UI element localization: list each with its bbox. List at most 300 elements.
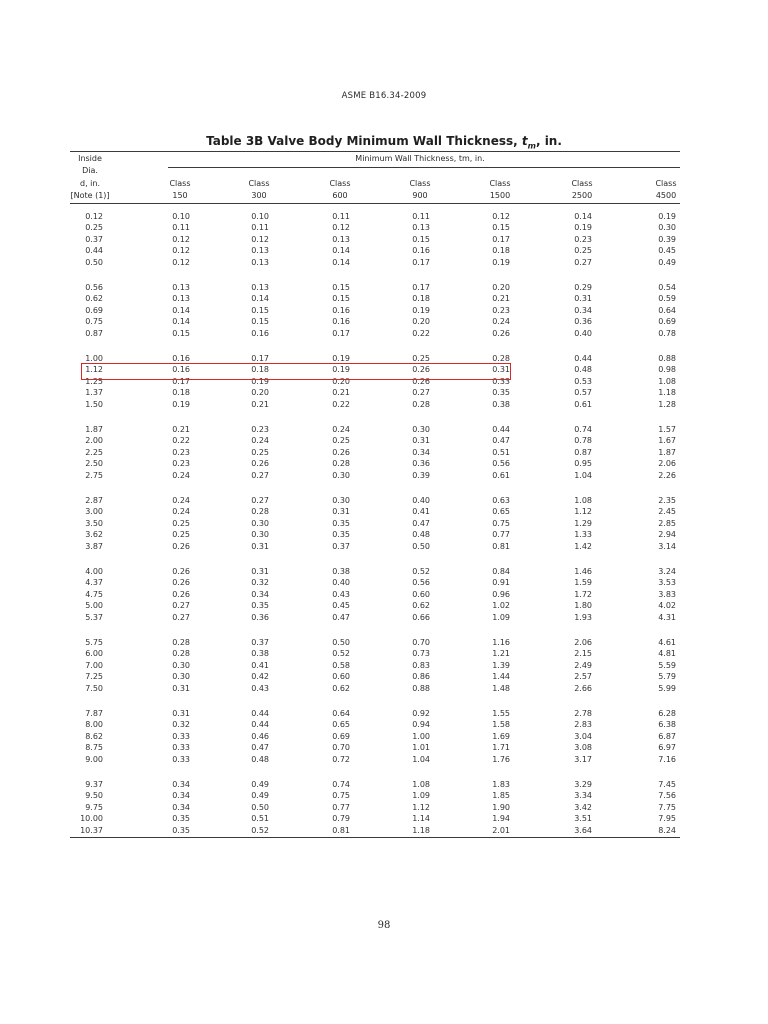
thickness-cell: 0.83 [412, 660, 430, 670]
thickness-cell: 0.30 [251, 518, 269, 528]
thickness-cell: 0.27 [172, 612, 190, 622]
thickness-cell: 2.45 [658, 507, 676, 517]
thickness-cell: 0.56 [492, 459, 510, 469]
thickness-cell: 0.30 [251, 530, 269, 540]
thickness-cell: 5.59 [658, 660, 676, 670]
thickness-cell: 0.16 [332, 305, 350, 315]
inside-dia-line-2: Dia. [82, 166, 98, 175]
thickness-cell: 0.62 [412, 601, 430, 611]
thickness-cell: 1.80 [574, 601, 592, 611]
thickness-cell: 1.39 [492, 660, 510, 670]
thickness-cell: 3.64 [574, 825, 592, 835]
thickness-cell: 1.08 [574, 496, 592, 505]
thickness-cell: 2.01 [492, 825, 510, 835]
thickness-cell: 0.63 [492, 496, 510, 505]
thickness-cell: 0.26 [412, 376, 430, 386]
thickness-cell: 0.81 [332, 825, 350, 835]
thickness-cell: 3.29 [574, 780, 592, 789]
thickness-cell: 0.40 [412, 496, 430, 505]
thickness-cell: 0.11 [172, 223, 190, 233]
thickness-cell: 3.42 [574, 802, 592, 812]
thickness-cell: 2.94 [658, 530, 676, 540]
thickness-cell: 3.08 [574, 743, 592, 753]
thickness-cell: 0.28 [172, 649, 190, 659]
thickness-cell: 0.26 [412, 365, 430, 375]
inside-dia-cell: 7.50 [85, 683, 103, 693]
thickness-cell: 0.22 [172, 436, 190, 446]
thickness-cell: 0.44 [251, 720, 269, 730]
thickness-cell: 0.19 [574, 223, 592, 233]
inside-dia-cell: 2.75 [85, 470, 103, 480]
class-header-900-label: Class [409, 179, 431, 188]
inside-dia-cell: 1.50 [85, 399, 103, 409]
thickness-cell: 0.43 [332, 589, 350, 599]
thickness-cell: 0.14 [574, 212, 592, 221]
thickness-cell: 0.52 [332, 649, 350, 659]
thickness-cell: 0.18 [251, 365, 269, 375]
thickness-cell: 0.51 [251, 814, 269, 824]
thickness-cell: 1.69 [492, 731, 510, 741]
thickness-cell: 0.19 [492, 257, 510, 267]
thickness-cell: 0.17 [332, 328, 350, 338]
inside-dia-cell: 6.00 [85, 649, 103, 659]
thickness-cell: 0.12 [172, 234, 190, 244]
thickness-cell: 1.02 [492, 601, 510, 611]
inside-dia-cell: 2.50 [85, 459, 103, 469]
thickness-cell: 0.98 [658, 365, 676, 375]
thickness-cell: 0.26 [492, 328, 510, 338]
class-header-2500-value: 2500 [571, 191, 593, 200]
thickness-cell: 3.34 [574, 791, 592, 801]
thickness-cell: 0.38 [332, 567, 350, 576]
inside-dia-line-3: d, in. [80, 179, 100, 188]
thickness-cell: 6.28 [658, 709, 676, 718]
thickness-cell: 1.09 [492, 612, 510, 622]
thickness-cell: 0.59 [658, 294, 676, 304]
thickness-cell: 0.37 [332, 541, 350, 551]
class-header-2500-label: Class [571, 179, 593, 188]
thickness-cell: 1.55 [492, 709, 510, 718]
thickness-cell: 0.58 [332, 660, 350, 670]
inside-dia-cell: 0.37 [85, 234, 103, 244]
thickness-cell: 0.25 [412, 354, 430, 363]
thickness-cell: 0.30 [332, 496, 350, 505]
thickness-cell: 1.09 [412, 791, 430, 801]
thickness-cell: 0.19 [332, 354, 350, 363]
thickness-cell: 0.36 [251, 612, 269, 622]
thickness-cell: 0.87 [574, 447, 592, 457]
thickness-cell: 0.15 [251, 317, 269, 327]
thickness-cell: 0.86 [412, 672, 430, 682]
thickness-cell: 0.52 [412, 567, 430, 576]
inside-dia-cell: 5.37 [85, 612, 103, 622]
thickness-cell: 0.31 [332, 507, 350, 517]
thickness-cell: 0.96 [492, 589, 510, 599]
thickness-cell: 0.34 [172, 791, 190, 801]
thickness-cell: 0.15 [332, 283, 350, 292]
thickness-cell: 1.29 [574, 518, 592, 528]
thickness-cell: 0.52 [251, 825, 269, 835]
thickness-cell: 0.78 [574, 436, 592, 446]
thickness-cell: 0.24 [172, 496, 190, 505]
thickness-cell: 4.81 [658, 649, 676, 659]
thickness-cell: 0.12 [172, 257, 190, 267]
thickness-cell: 0.19 [658, 212, 676, 221]
thickness-cell: 1.93 [574, 612, 592, 622]
thickness-cell: 3.51 [574, 814, 592, 824]
thickness-cell: 0.13 [332, 234, 350, 244]
thickness-cell: 0.88 [658, 354, 676, 363]
class-header-150-label: Class [169, 179, 191, 188]
inside-dia-cell: 5.00 [85, 601, 103, 611]
thickness-cell: 0.17 [412, 283, 430, 292]
thickness-cell: 0.31 [251, 541, 269, 551]
thickness-cell: 0.24 [492, 317, 510, 327]
thickness-cell: 0.31 [251, 567, 269, 576]
table-title-prefix: Table 3B Valve Body Minimum Wall Thickness, [206, 134, 522, 148]
thickness-cell: 1.16 [492, 638, 510, 647]
thickness-cell: 0.36 [412, 459, 430, 469]
thickness-cell: 0.22 [412, 328, 430, 338]
thickness-cell: 6.38 [658, 720, 676, 730]
thickness-cell: 0.61 [492, 470, 510, 480]
inside-dia-cell: 1.12 [85, 365, 103, 375]
thickness-cell: 0.10 [172, 212, 190, 221]
thickness-cell: 5.79 [658, 672, 676, 682]
page-number: 98 [377, 920, 391, 931]
thickness-cell: 0.70 [412, 638, 430, 647]
table-title-subscript: m [527, 141, 536, 151]
thickness-cell: 0.27 [251, 496, 269, 505]
thickness-cell: 1.72 [574, 589, 592, 599]
thickness-cell: 1.42 [574, 541, 592, 551]
thickness-cell: 0.40 [574, 328, 592, 338]
thickness-cell: 0.15 [492, 223, 510, 233]
thickness-cell: 0.35 [332, 518, 350, 528]
thickness-cell: 0.20 [492, 283, 510, 292]
thickness-cell: 1.83 [492, 780, 510, 789]
thickness-cell: 5.99 [658, 683, 676, 693]
thickness-cell: 0.21 [492, 294, 510, 304]
thickness-cell: 0.41 [251, 660, 269, 670]
thickness-cell: 0.70 [332, 743, 350, 753]
thickness-cell: 0.11 [251, 223, 269, 233]
thickness-cell: 1.12 [574, 507, 592, 517]
thickness-cell: 0.23 [251, 425, 269, 434]
thickness-cell: 0.44 [492, 425, 510, 434]
thickness-cell: 0.30 [172, 672, 190, 682]
thickness-cell: 0.81 [492, 541, 510, 551]
thickness-cell: 3.04 [574, 731, 592, 741]
thickness-cell: 1.58 [492, 720, 510, 730]
thickness-cell: 1.44 [492, 672, 510, 682]
inside-dia-cell: 0.87 [85, 328, 103, 338]
inside-dia-cell: 0.75 [85, 317, 103, 327]
thickness-cell: 0.20 [412, 317, 430, 327]
inside-dia-cell: 0.56 [85, 283, 103, 292]
thickness-cell: 0.26 [172, 589, 190, 599]
thickness-cell: 0.94 [412, 720, 430, 730]
thickness-cell: 0.69 [332, 731, 350, 741]
inside-dia-cell: 2.25 [85, 447, 103, 457]
thickness-cell: 3.83 [658, 589, 676, 599]
thickness-cell: 0.37 [251, 638, 269, 647]
thickness-cell: 0.10 [251, 212, 269, 221]
thickness-cell: 2.49 [574, 660, 592, 670]
thickness-cell: 0.30 [332, 470, 350, 480]
thickness-cell: 0.15 [172, 328, 190, 338]
thickness-cell: 0.47 [251, 743, 269, 753]
thickness-cell: 0.12 [251, 234, 269, 244]
thickness-cell: 0.77 [492, 530, 510, 540]
thickness-cell: 0.72 [332, 754, 350, 764]
inside-dia-cell: 0.12 [85, 212, 103, 221]
inside-dia-cell: 8.62 [85, 731, 103, 741]
thickness-cell: 0.64 [332, 709, 350, 718]
thickness-cell: 0.60 [332, 672, 350, 682]
thickness-cell: 0.31 [574, 294, 592, 304]
thickness-cell: 0.34 [172, 802, 190, 812]
thickness-cell: 0.24 [172, 507, 190, 517]
thickness-cell: 0.14 [251, 294, 269, 304]
inside-dia-cell: 5.75 [85, 638, 103, 647]
thickness-cell: 0.11 [412, 212, 430, 221]
inside-dia-cell: 3.62 [85, 530, 103, 540]
thickness-cell: 0.50 [251, 802, 269, 812]
thickness-cell: 0.75 [332, 791, 350, 801]
inside-dia-line-1: Inside [78, 154, 102, 163]
thickness-cell: 0.28 [332, 459, 350, 469]
thickness-cell: 0.92 [412, 709, 430, 718]
thickness-cell: 1.28 [658, 399, 676, 409]
thickness-cell: 0.28 [172, 638, 190, 647]
thickness-cell: 0.53 [574, 376, 592, 386]
thickness-cell: 2.83 [574, 720, 592, 730]
thickness-cell: 0.16 [251, 328, 269, 338]
thickness-cell: 4.61 [658, 638, 676, 647]
thickness-cell: 1.59 [574, 578, 592, 588]
thickness-cell: 0.56 [412, 578, 430, 588]
thickness-cell: 1.04 [574, 470, 592, 480]
inside-dia-cell: 9.75 [85, 802, 103, 812]
thickness-cell: 0.13 [172, 294, 190, 304]
thickness-cell: 0.20 [332, 376, 350, 386]
thickness-cell: 6.87 [658, 731, 676, 741]
inside-dia-cell: 8.75 [85, 743, 103, 753]
thickness-cell: 7.56 [658, 791, 676, 801]
thickness-cell: 0.28 [412, 399, 430, 409]
thickness-cell: 1.12 [412, 802, 430, 812]
thickness-cell: 0.33 [492, 376, 510, 386]
thickness-cell: 0.34 [251, 589, 269, 599]
thickness-cell: 0.21 [172, 425, 190, 434]
thickness-cell: 1.18 [412, 825, 430, 835]
thickness-cell: 0.46 [251, 731, 269, 741]
thickness-cell: 4.02 [658, 601, 676, 611]
class-header-1500-value: 1500 [489, 191, 511, 200]
thickness-cell: 0.91 [492, 578, 510, 588]
thickness-cell: 0.13 [251, 283, 269, 292]
inside-dia-cell: 0.25 [85, 223, 103, 233]
thickness-cell: 0.74 [574, 425, 592, 434]
thickness-cell: 0.26 [251, 459, 269, 469]
thickness-cell: 1.48 [492, 683, 510, 693]
thickness-cell: 0.21 [251, 399, 269, 409]
inside-dia-cell: 1.25 [85, 376, 103, 386]
thickness-cell: 0.78 [658, 328, 676, 338]
min-wall-thickness-header: Minimum Wall Thickness, tm, in. [355, 154, 485, 163]
thickness-cell: 3.17 [574, 754, 592, 764]
inside-dia-cell: 3.00 [85, 507, 103, 517]
inside-dia-cell: 0.62 [85, 294, 103, 304]
inside-dia-cell: 0.44 [85, 246, 103, 256]
thickness-cell: 2.15 [574, 649, 592, 659]
thickness-cell: 0.65 [492, 507, 510, 517]
standard-header: ASME B16.34-2009 [341, 91, 427, 101]
thickness-cell: 0.16 [332, 317, 350, 327]
thickness-cell: 0.25 [172, 530, 190, 540]
inside-dia-cell: 10.00 [80, 814, 103, 824]
thickness-cell: 0.18 [172, 388, 190, 398]
thickness-cell: 0.47 [412, 518, 430, 528]
thickness-cell: 0.69 [658, 317, 676, 327]
thickness-cell: 0.41 [412, 507, 430, 517]
class-header-300-label: Class [248, 179, 270, 188]
thickness-cell: 0.12 [172, 246, 190, 256]
inside-dia-line-4: [Note (1)] [70, 191, 110, 200]
thickness-cell: 1.08 [658, 376, 676, 386]
thickness-cell: 0.13 [251, 257, 269, 267]
thickness-cell: 0.15 [332, 294, 350, 304]
thickness-cell: 0.26 [172, 578, 190, 588]
thickness-cell: 0.25 [332, 436, 350, 446]
thickness-cell: 0.12 [492, 212, 510, 221]
thickness-cell: 0.23 [172, 459, 190, 469]
inside-dia-cell: 1.87 [85, 425, 103, 434]
thickness-cell: 0.22 [332, 399, 350, 409]
thickness-cell: 0.30 [412, 425, 430, 434]
class-header-900-value: 900 [412, 191, 428, 200]
class-header-1500-label: Class [489, 179, 511, 188]
thickness-cell: 1.04 [412, 754, 430, 764]
thickness-cell: 1.00 [412, 731, 430, 741]
thickness-cell: 0.64 [658, 305, 676, 315]
thickness-cell: 0.27 [574, 257, 592, 267]
thickness-cell: 0.28 [492, 354, 510, 363]
thickness-cell: 2.85 [658, 518, 676, 528]
thickness-cell: 0.11 [332, 212, 350, 221]
thickness-cell: 2.66 [574, 683, 592, 693]
thickness-cell: 2.06 [574, 638, 592, 647]
thickness-cell: 0.14 [172, 305, 190, 315]
thickness-cell: 0.62 [332, 683, 350, 693]
inside-dia-cell: 0.50 [85, 257, 103, 267]
thickness-cell: 7.75 [658, 802, 676, 812]
thickness-cell: 0.31 [492, 365, 510, 375]
table-title-suffix: , in. [535, 134, 562, 148]
thickness-cell: 1.85 [492, 791, 510, 801]
thickness-cell: 6.97 [658, 743, 676, 753]
thickness-cell: 2.06 [658, 459, 676, 469]
thickness-cell: 0.25 [574, 246, 592, 256]
thickness-cell: 1.76 [492, 754, 510, 764]
thickness-cell: 1.14 [412, 814, 430, 824]
thickness-cell: 0.28 [251, 507, 269, 517]
thickness-cell: 0.19 [172, 399, 190, 409]
thickness-cell: 0.32 [172, 720, 190, 730]
thickness-cell: 0.18 [492, 246, 510, 256]
thickness-cell: 0.73 [412, 649, 430, 659]
thickness-cell: 0.30 [658, 223, 676, 233]
thickness-cell: 0.33 [172, 754, 190, 764]
class-header-150-value: 150 [172, 191, 188, 200]
thickness-cell: 0.14 [172, 317, 190, 327]
thickness-cell: 0.50 [412, 541, 430, 551]
inside-dia-cell: 10.37 [80, 825, 103, 835]
thickness-cell: 0.66 [412, 612, 430, 622]
thickness-cell: 0.17 [172, 376, 190, 386]
class-header-300-value: 300 [251, 191, 267, 200]
thickness-cell: 0.61 [574, 399, 592, 409]
thickness-cell: 0.33 [172, 731, 190, 741]
thickness-cell: 3.53 [658, 578, 676, 588]
inside-dia-cell: 9.50 [85, 791, 103, 801]
thickness-cell: 0.34 [574, 305, 592, 315]
inside-dia-cell: 1.00 [85, 354, 103, 363]
thickness-cell: 0.23 [172, 447, 190, 457]
thickness-cell: 0.88 [412, 683, 430, 693]
thickness-cell: 0.12 [332, 223, 350, 233]
thickness-cell: 0.38 [492, 399, 510, 409]
thickness-cell: 0.17 [412, 257, 430, 267]
thickness-cell: 0.40 [332, 578, 350, 588]
thickness-cell: 2.57 [574, 672, 592, 682]
thickness-cell: 0.49 [658, 257, 676, 267]
inside-dia-cell: 8.00 [85, 720, 103, 730]
thickness-cell: 0.34 [172, 780, 190, 789]
inside-dia-cell: 4.37 [85, 578, 103, 588]
thickness-cell: 1.33 [574, 530, 592, 540]
thickness-cell: 1.94 [492, 814, 510, 824]
thickness-cell: 0.45 [332, 601, 350, 611]
thickness-cell: 0.48 [412, 530, 430, 540]
thickness-cell: 0.84 [492, 567, 510, 576]
thickness-cell: 3.24 [658, 567, 676, 576]
inside-dia-cell: 0.69 [85, 305, 103, 315]
inside-dia-cell: 4.75 [85, 589, 103, 599]
thickness-cell: 0.65 [332, 720, 350, 730]
thickness-cell: 0.44 [251, 709, 269, 718]
thickness-cell: 0.36 [574, 317, 592, 327]
thickness-cell: 0.27 [172, 601, 190, 611]
highlight-box-1-12-row [81, 363, 511, 380]
thickness-cell: 1.71 [492, 743, 510, 753]
thickness-cell: 0.31 [172, 709, 190, 718]
thickness-cell: 0.24 [172, 470, 190, 480]
thickness-cell: 1.46 [574, 567, 592, 576]
thickness-cell: 0.31 [412, 436, 430, 446]
thickness-cell: 0.77 [332, 802, 350, 812]
thickness-cell: 0.23 [492, 305, 510, 315]
thickness-cell: 1.67 [658, 436, 676, 446]
class-header-4500-label: Class [655, 179, 677, 188]
thickness-cell: 0.51 [492, 447, 510, 457]
thickness-cell: 2.35 [658, 496, 676, 505]
inside-dia-cell: 7.25 [85, 672, 103, 682]
thickness-cell: 7.45 [658, 780, 676, 789]
thickness-cell: 0.19 [251, 376, 269, 386]
thickness-cell: 0.47 [492, 436, 510, 446]
